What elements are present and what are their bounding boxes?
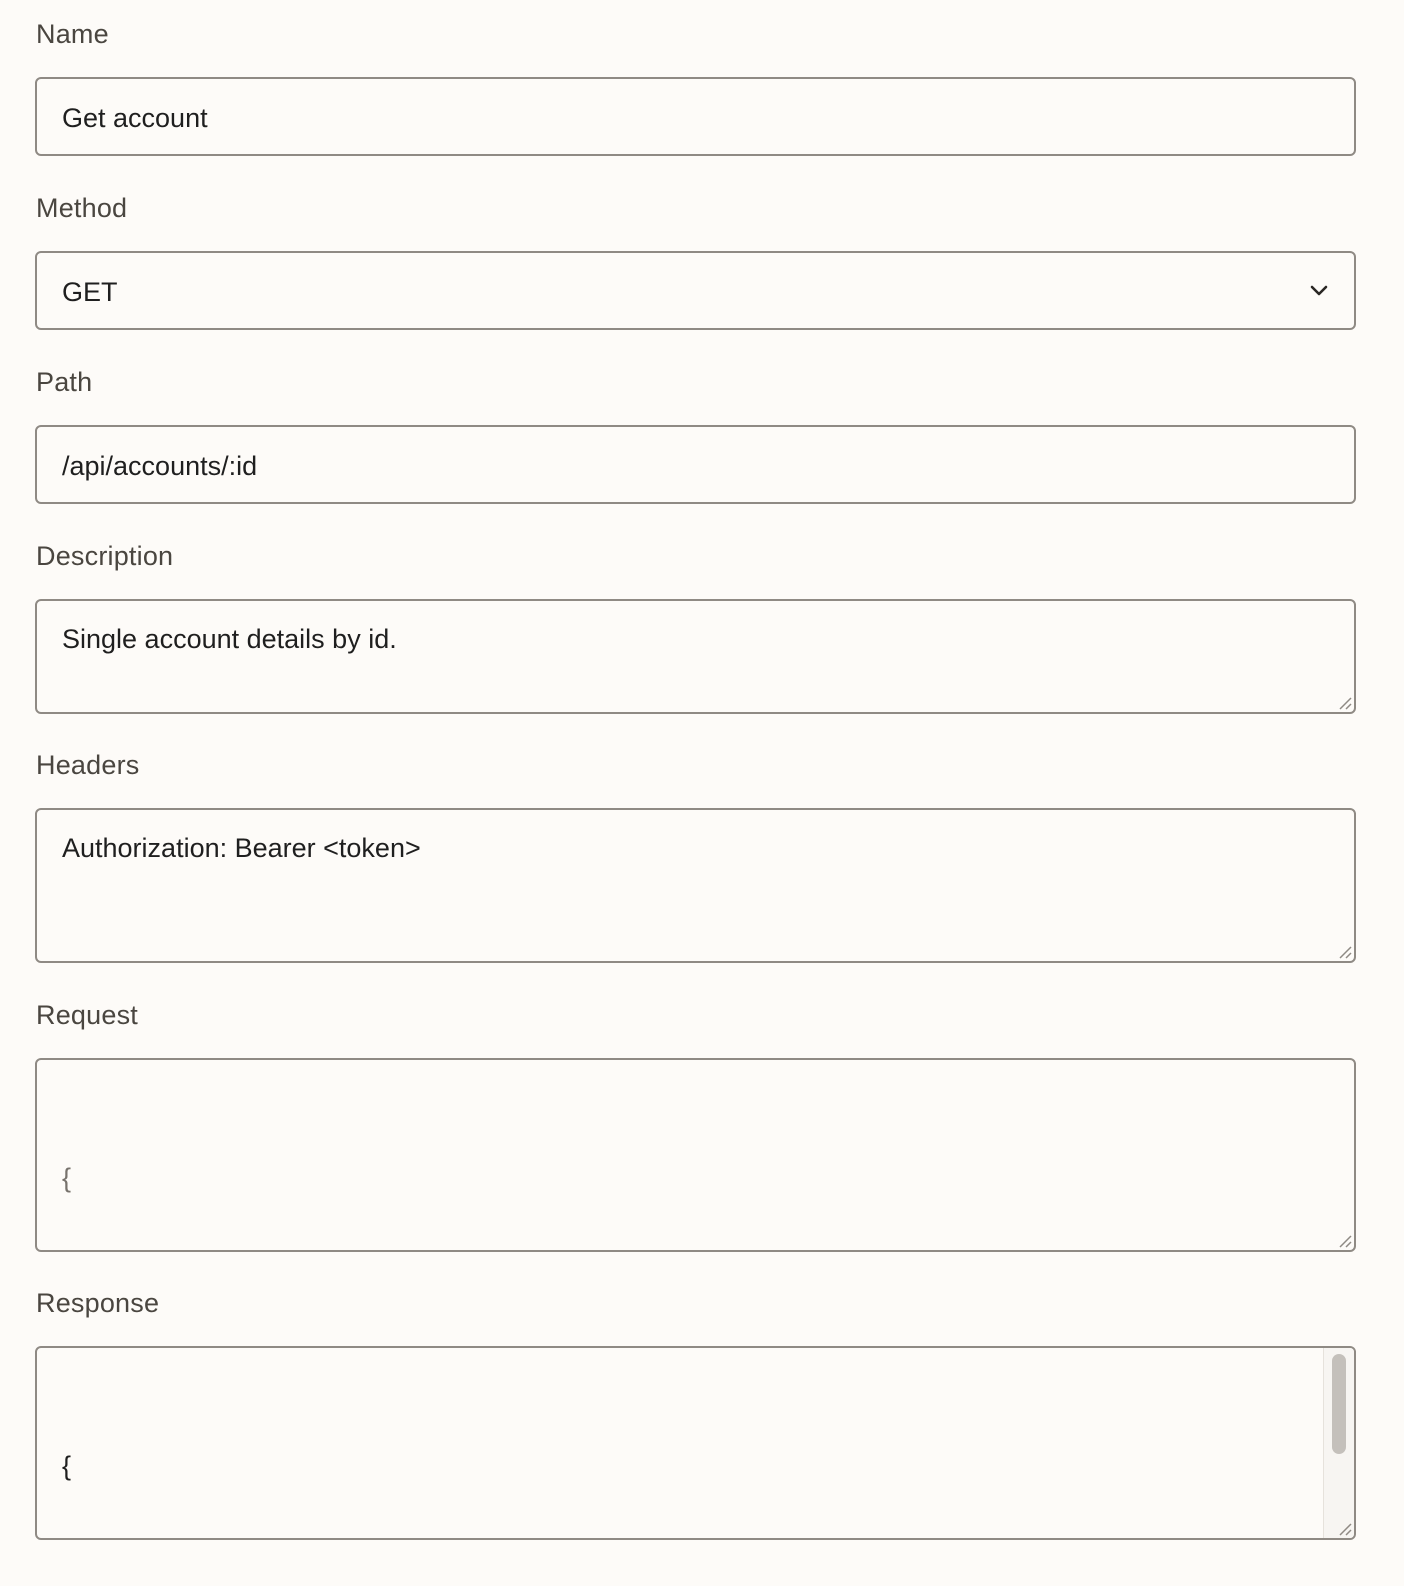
- response-label: Response: [36, 1288, 160, 1318]
- name-input-value: Get account: [62, 103, 208, 133]
- description-textarea[interactable]: [35, 599, 1356, 714]
- response-textarea[interactable]: [35, 1346, 1356, 1540]
- headers-textarea-value: Authorization: Bearer <token>: [62, 833, 421, 863]
- request-textarea[interactable]: [35, 1058, 1356, 1252]
- description-textarea-value: Single account details by id.: [62, 624, 397, 654]
- response-scrollbar[interactable]: [1323, 1348, 1354, 1538]
- method-select-value: GET: [62, 277, 118, 307]
- path-input-value: /api/accounts/:id: [62, 451, 258, 481]
- headers-label: Headers: [36, 750, 140, 780]
- response-content: [62, 1368, 298, 1540]
- path-label: Path: [36, 367, 93, 397]
- request-placeholder: [62, 1080, 443, 1252]
- method-label: Method: [36, 193, 128, 223]
- name-label: Name: [36, 19, 109, 49]
- resize-handle-icon[interactable]: [1336, 943, 1352, 959]
- method-select[interactable]: [35, 251, 1356, 330]
- resize-handle-icon[interactable]: [1336, 694, 1352, 710]
- chevron-down-icon: [1308, 279, 1330, 301]
- resize-handle-icon[interactable]: [1336, 1232, 1352, 1248]
- request-label: Request: [36, 1000, 138, 1030]
- description-label: Description: [36, 541, 174, 571]
- response-scrollbar-thumb[interactable]: [1332, 1354, 1346, 1454]
- name-input[interactable]: [35, 77, 1356, 156]
- path-input[interactable]: [35, 425, 1356, 504]
- code-line: {: [62, 1451, 72, 1481]
- resize-handle-icon[interactable]: [1336, 1520, 1352, 1536]
- headers-textarea[interactable]: [35, 808, 1356, 963]
- code-line: {: [62, 1163, 72, 1193]
